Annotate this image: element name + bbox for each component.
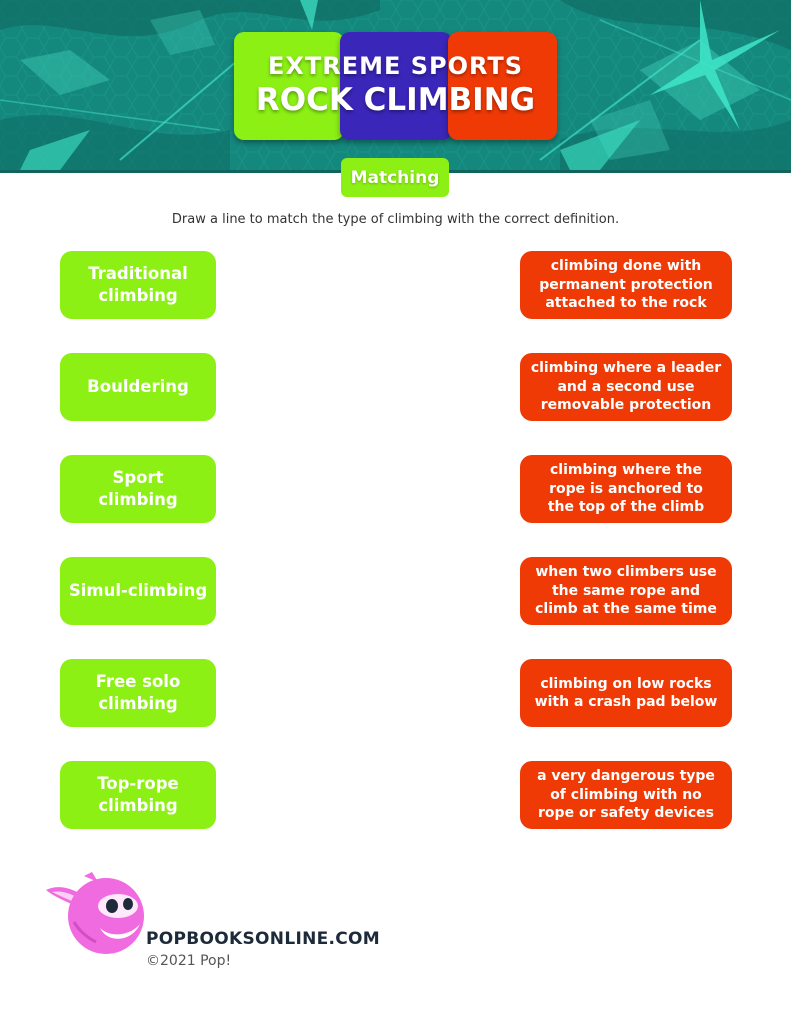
definition-card[interactable] bbox=[520, 251, 732, 319]
term-card[interactable] bbox=[60, 659, 216, 727]
definition-card[interactable] bbox=[520, 557, 732, 625]
term-card[interactable] bbox=[60, 251, 216, 319]
definition-card[interactable] bbox=[520, 659, 732, 727]
definition-text: climbing where the rope is anchored to the top of the climb bbox=[547, 462, 705, 516]
copyright-text: ©2021 Pop! bbox=[146, 953, 232, 969]
term-card[interactable] bbox=[60, 761, 216, 829]
definition-text: climbing done with permanent protection attached to the rock bbox=[539, 258, 713, 312]
definition-card[interactable] bbox=[520, 455, 732, 523]
definition-text: a very dangerous type of climbing with no rope or safety devices bbox=[537, 768, 715, 822]
definition-text: climbing on low rocks with a crash pad below bbox=[534, 675, 718, 710]
term-card[interactable] bbox=[60, 557, 216, 625]
definition-text: when two climbers use the same rope and climb at the same time bbox=[535, 564, 717, 618]
instructions-text: Draw a line to match the type of climbing with the correct definition. bbox=[171, 212, 620, 227]
site-url: POPBOOKSONLINE.COM bbox=[146, 929, 381, 949]
term-card[interactable] bbox=[60, 353, 216, 421]
section-label-badge: Matching bbox=[341, 158, 449, 197]
definition-card[interactable] bbox=[520, 761, 732, 829]
term-label: Bouldering bbox=[87, 377, 189, 396]
term-label: Free solo climbing bbox=[95, 672, 181, 713]
term-label: Top-rope climbing bbox=[97, 774, 179, 815]
page-title: ROCK CLIMBING bbox=[255, 82, 536, 118]
term-label: Traditional climbing bbox=[88, 264, 188, 305]
title-subtitle: EXTREME SPORTS bbox=[267, 52, 524, 80]
term-label: Simul-climbing bbox=[68, 581, 208, 600]
term-label: Sport climbing bbox=[98, 468, 178, 509]
definition-card[interactable] bbox=[520, 353, 732, 421]
pink-kangaroo-mascot-icon bbox=[44, 872, 148, 956]
definition-text: climbing where a leader and a second use removable protection bbox=[530, 360, 722, 414]
title-block bbox=[234, 32, 557, 142]
term-card[interactable] bbox=[60, 455, 216, 523]
